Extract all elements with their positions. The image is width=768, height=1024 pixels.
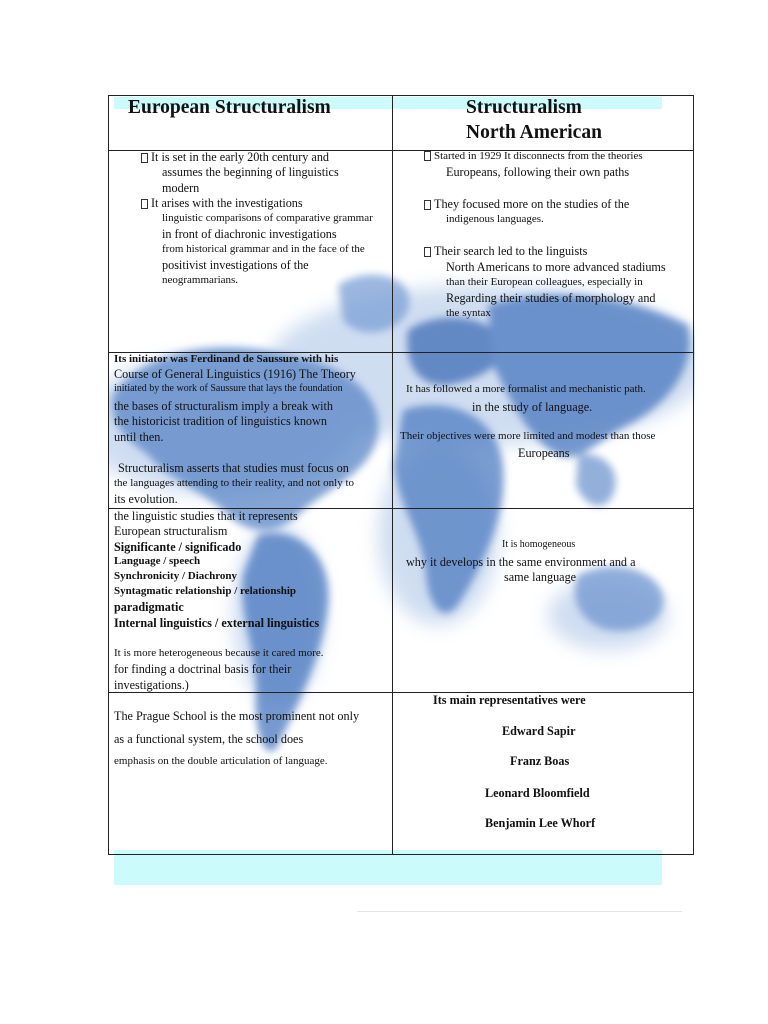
row1-left-line: positivist investigations of the: [162, 258, 309, 272]
row3-right-line: It is homogeneous: [502, 539, 576, 550]
row1-left-line: from historical grammar and in the face of the: [162, 243, 365, 255]
page-divider: [357, 911, 682, 912]
row1-right-line: Their search led to the linguists: [424, 244, 587, 258]
row2-left-line: Structuralism asserts that studies must focus on: [118, 461, 349, 475]
row2-left-line: initiated by the work of Saussure that lays the foundation: [114, 383, 343, 394]
row1-right-line: They focused more on the studies of the: [424, 197, 629, 211]
row1-left-line: linguistic comparisons of comparative grammar: [162, 212, 373, 224]
row2-left-line: the historicist tradition of linguistics known: [114, 414, 327, 428]
row2-right-line: Their objectives were more limited and modest than those: [400, 430, 656, 442]
row2-left-line: the bases of structuralism imply a break with: [114, 399, 333, 413]
row1-left-line: It arises with the investigations: [141, 196, 303, 210]
row3-right-line: same language: [504, 570, 577, 584]
row2-right-line: Europeans: [518, 446, 570, 460]
row3-left-line: investigations.): [114, 678, 189, 692]
row1-left-line: neogrammarians.: [162, 274, 239, 286]
row3-left-line: European structuralism: [114, 524, 228, 538]
representative-name: Franz Boas: [510, 754, 570, 768]
bullet-icon: [424, 151, 431, 161]
row1-left-line: in front of diachronic investigations: [162, 227, 337, 241]
row1-right-line: Regarding their studies of morphology and: [446, 291, 656, 305]
footer-highlight-band: [114, 850, 662, 885]
row3-left-line: the linguistic studies that it represents: [114, 509, 298, 523]
row1-right-line: the syntax: [446, 307, 491, 319]
row4-left-line: emphasis on the double articulation of language.: [114, 755, 328, 767]
header-north-american: North American: [466, 122, 602, 143]
row1-right-line: Europeans, following their own paths: [446, 165, 630, 179]
row3-left-line: It is more heterogeneous because it cared more.: [114, 647, 324, 659]
row2-left-line: its evolution.: [114, 492, 178, 506]
row3-left-line: for finding a doctrinal basis for their: [114, 662, 292, 676]
row3-left-line: Synchronicity / Diachrony: [114, 570, 238, 582]
row1-left-line: modern: [162, 181, 200, 195]
row3-left-line: Significante / significado: [114, 540, 242, 554]
bullet-icon: [141, 199, 148, 209]
bullet-icon: [424, 200, 431, 210]
row2-left-line: the languages attending to their reality, and not only to: [114, 477, 355, 489]
row1-right-line: than their European colleagues, especially in: [446, 276, 643, 288]
row2-right-line: in the study of language.: [472, 400, 593, 414]
row1-right-line: indigenous languages.: [446, 213, 544, 225]
representative-name: Leonard Bloomfield: [485, 786, 590, 800]
bullet-icon: [141, 153, 148, 163]
row4-left-line: as a functional system, the school does: [114, 732, 304, 746]
row2-left-line: until then.: [114, 430, 164, 444]
row2-left-line: Course of General Linguistics (1916) The Theory: [114, 367, 356, 381]
header-european-structuralism: European Structuralism: [128, 97, 331, 118]
row1-left-line: assumes the beginning of linguistics: [162, 165, 339, 179]
row4-left-line: The Prague School is the most prominent not only: [114, 709, 360, 723]
header-structuralism: Structuralism: [466, 97, 582, 118]
row3-left-line: Internal linguistics / external linguistics: [114, 616, 320, 630]
row2-right-line: It has followed a more formalist and mechanistic path.: [406, 383, 646, 395]
table-row-divider: [108, 692, 694, 693]
representative-name: Benjamin Lee Whorf: [485, 816, 596, 830]
representative-name: Edward Sapir: [502, 724, 576, 738]
table-column-divider: [392, 95, 393, 855]
row3-left-line: Language / speech: [114, 555, 201, 567]
row1-right-line: North Americans to more advanced stadiums: [446, 260, 666, 274]
bullet-icon: [424, 247, 431, 257]
row1-right-line: Started in 1929 It disconnects from the theories: [424, 150, 643, 163]
row2-left-line: Its initiator was Ferdinand de Saussure with his: [114, 353, 339, 365]
row3-right-line: why it develops in the same environment and a: [406, 555, 636, 569]
row3-left-line: Syntagmatic relationship / relationship: [114, 585, 297, 597]
representatives-heading: Its main representatives were: [433, 693, 586, 707]
row1-left-line: It is set in the early 20th century and: [141, 150, 329, 164]
row3-left-line: paradigmatic: [114, 600, 184, 614]
